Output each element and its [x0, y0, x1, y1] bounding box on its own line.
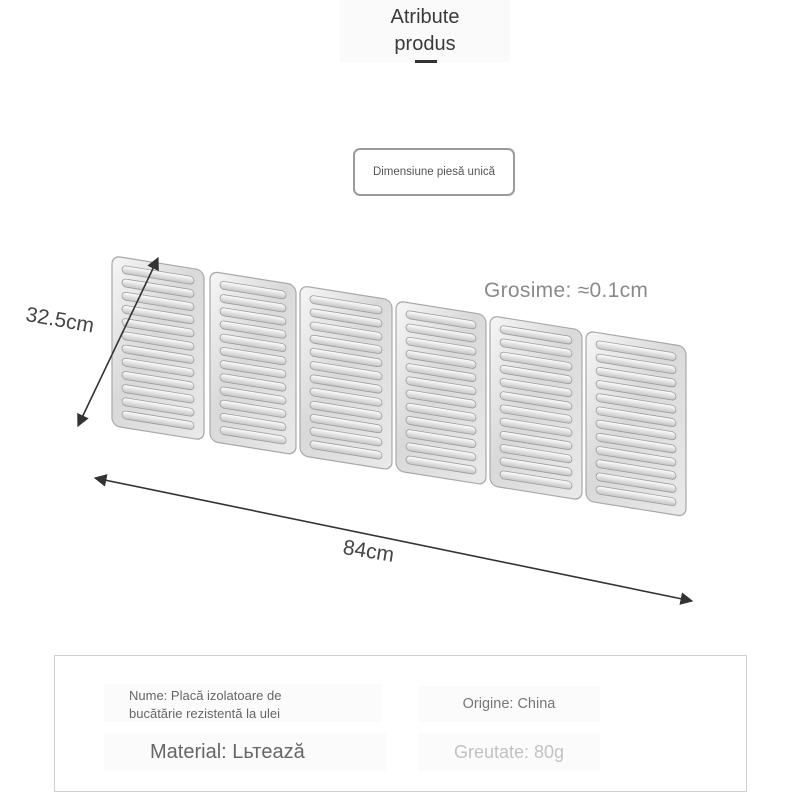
info-name-line1: Nume: Placă izolatoare de	[129, 688, 282, 703]
info-name	[104, 684, 382, 722]
info-material: Material: Lьтează	[104, 733, 386, 771]
product-info-box	[54, 655, 747, 792]
section-title-line2: produs	[394, 33, 456, 55]
foil-sheet	[112, 256, 686, 517]
info-name-line2: bucătărie rezistentă la ulei	[129, 706, 281, 721]
width-label: 84cm	[341, 536, 396, 567]
thickness-label: Grosime: ≈0.1cm	[484, 279, 649, 302]
section-title-line1: Atribute	[390, 6, 460, 28]
info-weight: Greutate: 80g	[418, 733, 600, 771]
info-origin: Origine: China	[418, 686, 600, 722]
dimension-badge: Dimensiune piesă unică	[353, 148, 515, 196]
height-label: 32.5cm	[24, 303, 96, 338]
